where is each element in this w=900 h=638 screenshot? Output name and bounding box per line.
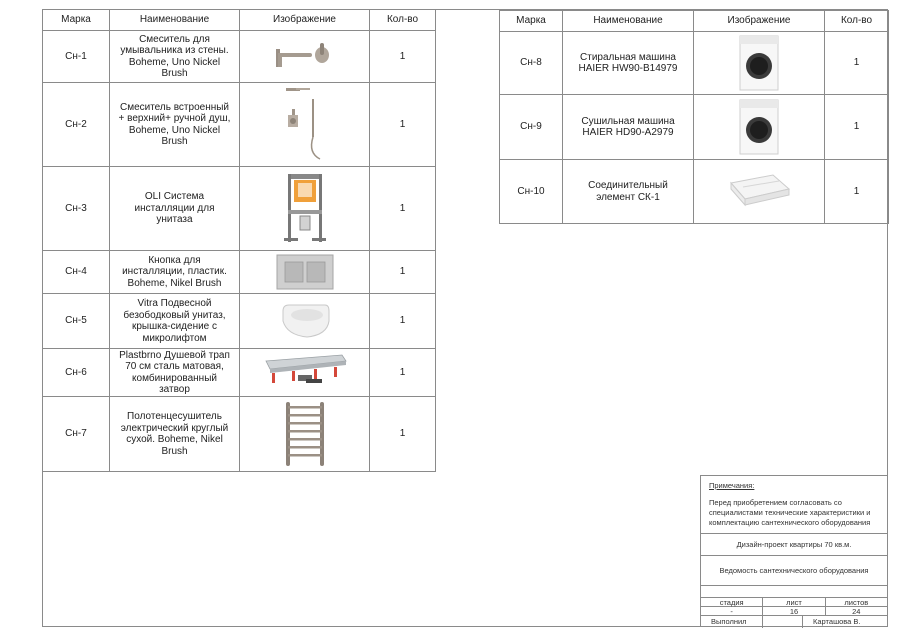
cell-image bbox=[240, 397, 370, 472]
cell-name: Vitra Подвесной безободковый унитаз, крышка-сидение с микролифтом bbox=[110, 294, 240, 349]
table-row bbox=[43, 83, 436, 167]
cell-image bbox=[240, 294, 370, 349]
toilet-icon bbox=[277, 299, 333, 343]
header-qty: Кол-во bbox=[370, 10, 436, 31]
cell-mark: Сн-9 bbox=[500, 95, 563, 160]
notes-title: Примечания: bbox=[709, 481, 755, 490]
sheets-value: 24 bbox=[852, 607, 861, 616]
cell-qty: 1 bbox=[370, 251, 436, 294]
spacer-row bbox=[701, 586, 887, 598]
header-name: Наименование bbox=[563, 11, 694, 32]
wall-faucet-icon bbox=[270, 35, 340, 79]
cell-image bbox=[240, 251, 370, 294]
cell-qty: 1 bbox=[370, 294, 436, 349]
cell-name: Смеситель встроенный + верхний+ ручной душ, Boheme, Uno Nickel Brush bbox=[110, 83, 240, 167]
cell-mark: Сн-2 bbox=[43, 83, 110, 167]
cell-mark: Сн-10 bbox=[500, 160, 563, 224]
cell-mark: Сн-7 bbox=[43, 397, 110, 472]
cell-name: Кнопка для инсталляции, пластик. Boheme, Nikel Brush bbox=[110, 251, 240, 294]
table-row bbox=[43, 251, 436, 294]
sheet-values-row bbox=[701, 607, 887, 616]
header-mark: Марка bbox=[43, 10, 110, 31]
cell-qty: 1 bbox=[825, 32, 889, 95]
cell-name: Смеситель для умывальника из стены. Boheme, Uno Nickel Brush bbox=[110, 31, 240, 83]
cell-mark: Сн-3 bbox=[43, 167, 110, 251]
cell-qty: 1 bbox=[370, 83, 436, 167]
cell-name: Полотенцесушитель электрический круглый сухой. Boheme, Nikel Brush bbox=[110, 397, 240, 472]
header-name: Наименование bbox=[110, 10, 240, 31]
signature-row bbox=[701, 616, 887, 628]
table-row bbox=[43, 294, 436, 349]
performer-name: Карташова В. bbox=[813, 617, 861, 626]
cell-name: Стиральная машина HAIER HW90-B14979 bbox=[563, 32, 694, 95]
cell-image bbox=[694, 95, 825, 160]
cell-name: Сушильная машина HAIER HD90-A2979 bbox=[563, 95, 694, 160]
cell-qty: 1 bbox=[370, 349, 436, 397]
project-name: Дизайн-проект квартиры 70 кв.м. bbox=[701, 534, 887, 556]
dryer-icon bbox=[737, 98, 781, 156]
cell-mark: Сн-4 bbox=[43, 251, 110, 294]
towel-warmer-icon bbox=[280, 400, 330, 468]
equipment-table-left bbox=[42, 9, 436, 472]
cell-qty: 1 bbox=[370, 31, 436, 83]
cell-image bbox=[694, 160, 825, 224]
cell-image bbox=[240, 83, 370, 167]
cell-image bbox=[694, 32, 825, 95]
title-block bbox=[700, 475, 888, 627]
sheets-label: листов bbox=[844, 598, 869, 607]
header-image: Изображение bbox=[694, 11, 825, 32]
sheet-title: Ведомость сантехнического оборудования bbox=[701, 556, 887, 586]
stacking-kit-icon bbox=[723, 167, 795, 217]
cell-name: Соединительный элемент СК-1 bbox=[563, 160, 694, 224]
notes-body: Перед приобретением согласовать со специалистами технические характеристики и комплектацию сантехнического оборудования bbox=[709, 498, 871, 527]
stage-label: стадия bbox=[701, 598, 763, 606]
cell-mark: Сн-1 bbox=[43, 31, 110, 83]
notes-section bbox=[701, 476, 887, 534]
performed-label: Выполнил bbox=[701, 616, 763, 628]
cell-mark: Сн-8 bbox=[500, 32, 563, 95]
signature-blank bbox=[763, 616, 803, 628]
header-image: Изображение bbox=[240, 10, 370, 31]
cell-image bbox=[240, 349, 370, 397]
cell-qty: 1 bbox=[370, 167, 436, 251]
cell-qty: 1 bbox=[825, 160, 889, 224]
cell-qty: 1 bbox=[370, 397, 436, 472]
stage-value: - bbox=[701, 607, 763, 615]
table-header-row bbox=[500, 11, 889, 32]
shower-drain-icon bbox=[262, 353, 348, 393]
table-row bbox=[43, 349, 436, 397]
cell-mark: Сн-5 bbox=[43, 294, 110, 349]
table-row bbox=[43, 397, 436, 472]
flush-button-icon bbox=[275, 253, 335, 291]
shower-set-icon bbox=[280, 85, 330, 165]
sheet-label: лист bbox=[763, 598, 825, 606]
washing-machine-icon bbox=[737, 34, 781, 92]
sheet-value: 16 bbox=[763, 607, 825, 615]
equipment-table-right bbox=[499, 10, 889, 224]
header-mark: Марка bbox=[500, 11, 563, 32]
header-qty: Кол-во bbox=[825, 11, 889, 32]
table-row bbox=[43, 31, 436, 83]
cell-mark: Сн-6 bbox=[43, 349, 110, 397]
cell-qty: 1 bbox=[825, 95, 889, 160]
cell-name: OLI Система инсталляции для унитаза bbox=[110, 167, 240, 251]
cell-name: Plastbrno Душевой трап 70 см сталь матовая, комбинированный затвор bbox=[110, 349, 240, 397]
installation-frame-icon bbox=[282, 172, 328, 246]
table-row bbox=[500, 32, 889, 95]
table-row bbox=[43, 167, 436, 251]
table-row bbox=[500, 95, 889, 160]
table-row bbox=[500, 160, 889, 224]
sheet-labels-row bbox=[701, 598, 887, 607]
cell-image bbox=[240, 167, 370, 251]
cell-image bbox=[240, 31, 370, 83]
table-header-row bbox=[43, 10, 436, 31]
